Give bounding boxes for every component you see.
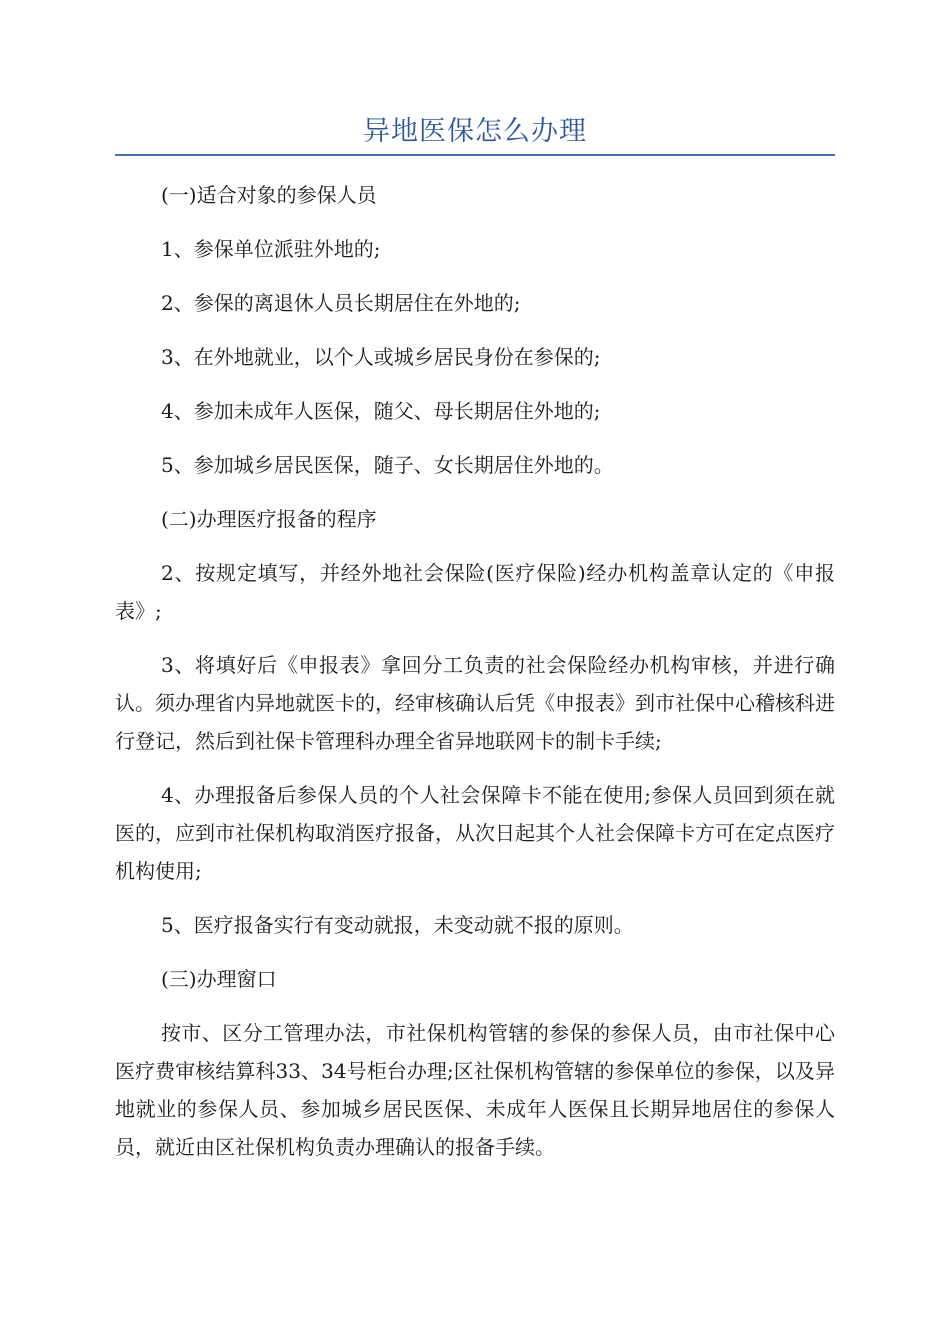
- list-item: 1、参保单位派驻外地的;: [161, 237, 381, 261]
- list-item: 3、在外地就业，以个人或城乡居民身份在参保的;: [161, 345, 601, 369]
- section-heading-2: (二)办理医疗报备的程序: [161, 507, 377, 531]
- list-item: 5、参加城乡居民医保，随子、女长期居住外地的。: [161, 453, 614, 477]
- title-underline: [115, 154, 835, 156]
- document-body: [115, 176, 835, 1166]
- procedure-step: 4、办理报备后参保人员的个人社会保障卡不能在使用;参保人员回到须在就医的，应到市社保机构取消医疗报备，从次日起其个人社会保障卡方可在定点医疗机构使用;: [115, 783, 835, 883]
- procedure-step: 3、将填好后《申报表》拿回分工负责的社会保险经办机构审核，并进行确认。须办理省内异地就医卡的，经审核确认后凭《申报表》到市社保中心稽核科进行登记，然后到社保卡管理科办理全省异地联网卡的制卡手续;: [115, 653, 835, 753]
- document-title: 异地医保怎么办理: [363, 116, 587, 147]
- procedure-step: 5、医疗报备实行有变动就报，未变动就不报的原则。: [161, 913, 634, 937]
- section-heading-3: (三)办理窗口: [161, 967, 277, 991]
- section-heading-1: (一)适合对象的参保人员: [161, 183, 377, 207]
- list-item: 2、参保的离退休人员长期居住在外地的;: [161, 291, 521, 315]
- body-paragraph: 按市、区分工管理办法，市社保机构管辖的参保的参保人员，由市社保中心医疗费审核结算科33、34号柜台办理;区社保机构管辖的参保单位的参保，以及异地就业的参保人员、参加城乡居民医保、未成年人医保且长期异地居住的参保人员，就近由区社保机构负责办理确认的报备手续。: [115, 1021, 835, 1159]
- procedure-step: 2、按规定填写，并经外地社会保险(医疗保险)经办机构盖章认定的《申报表》;: [115, 561, 835, 623]
- list-item: 4、参加未成年人医保，随父、母长期居住外地的;: [161, 399, 601, 423]
